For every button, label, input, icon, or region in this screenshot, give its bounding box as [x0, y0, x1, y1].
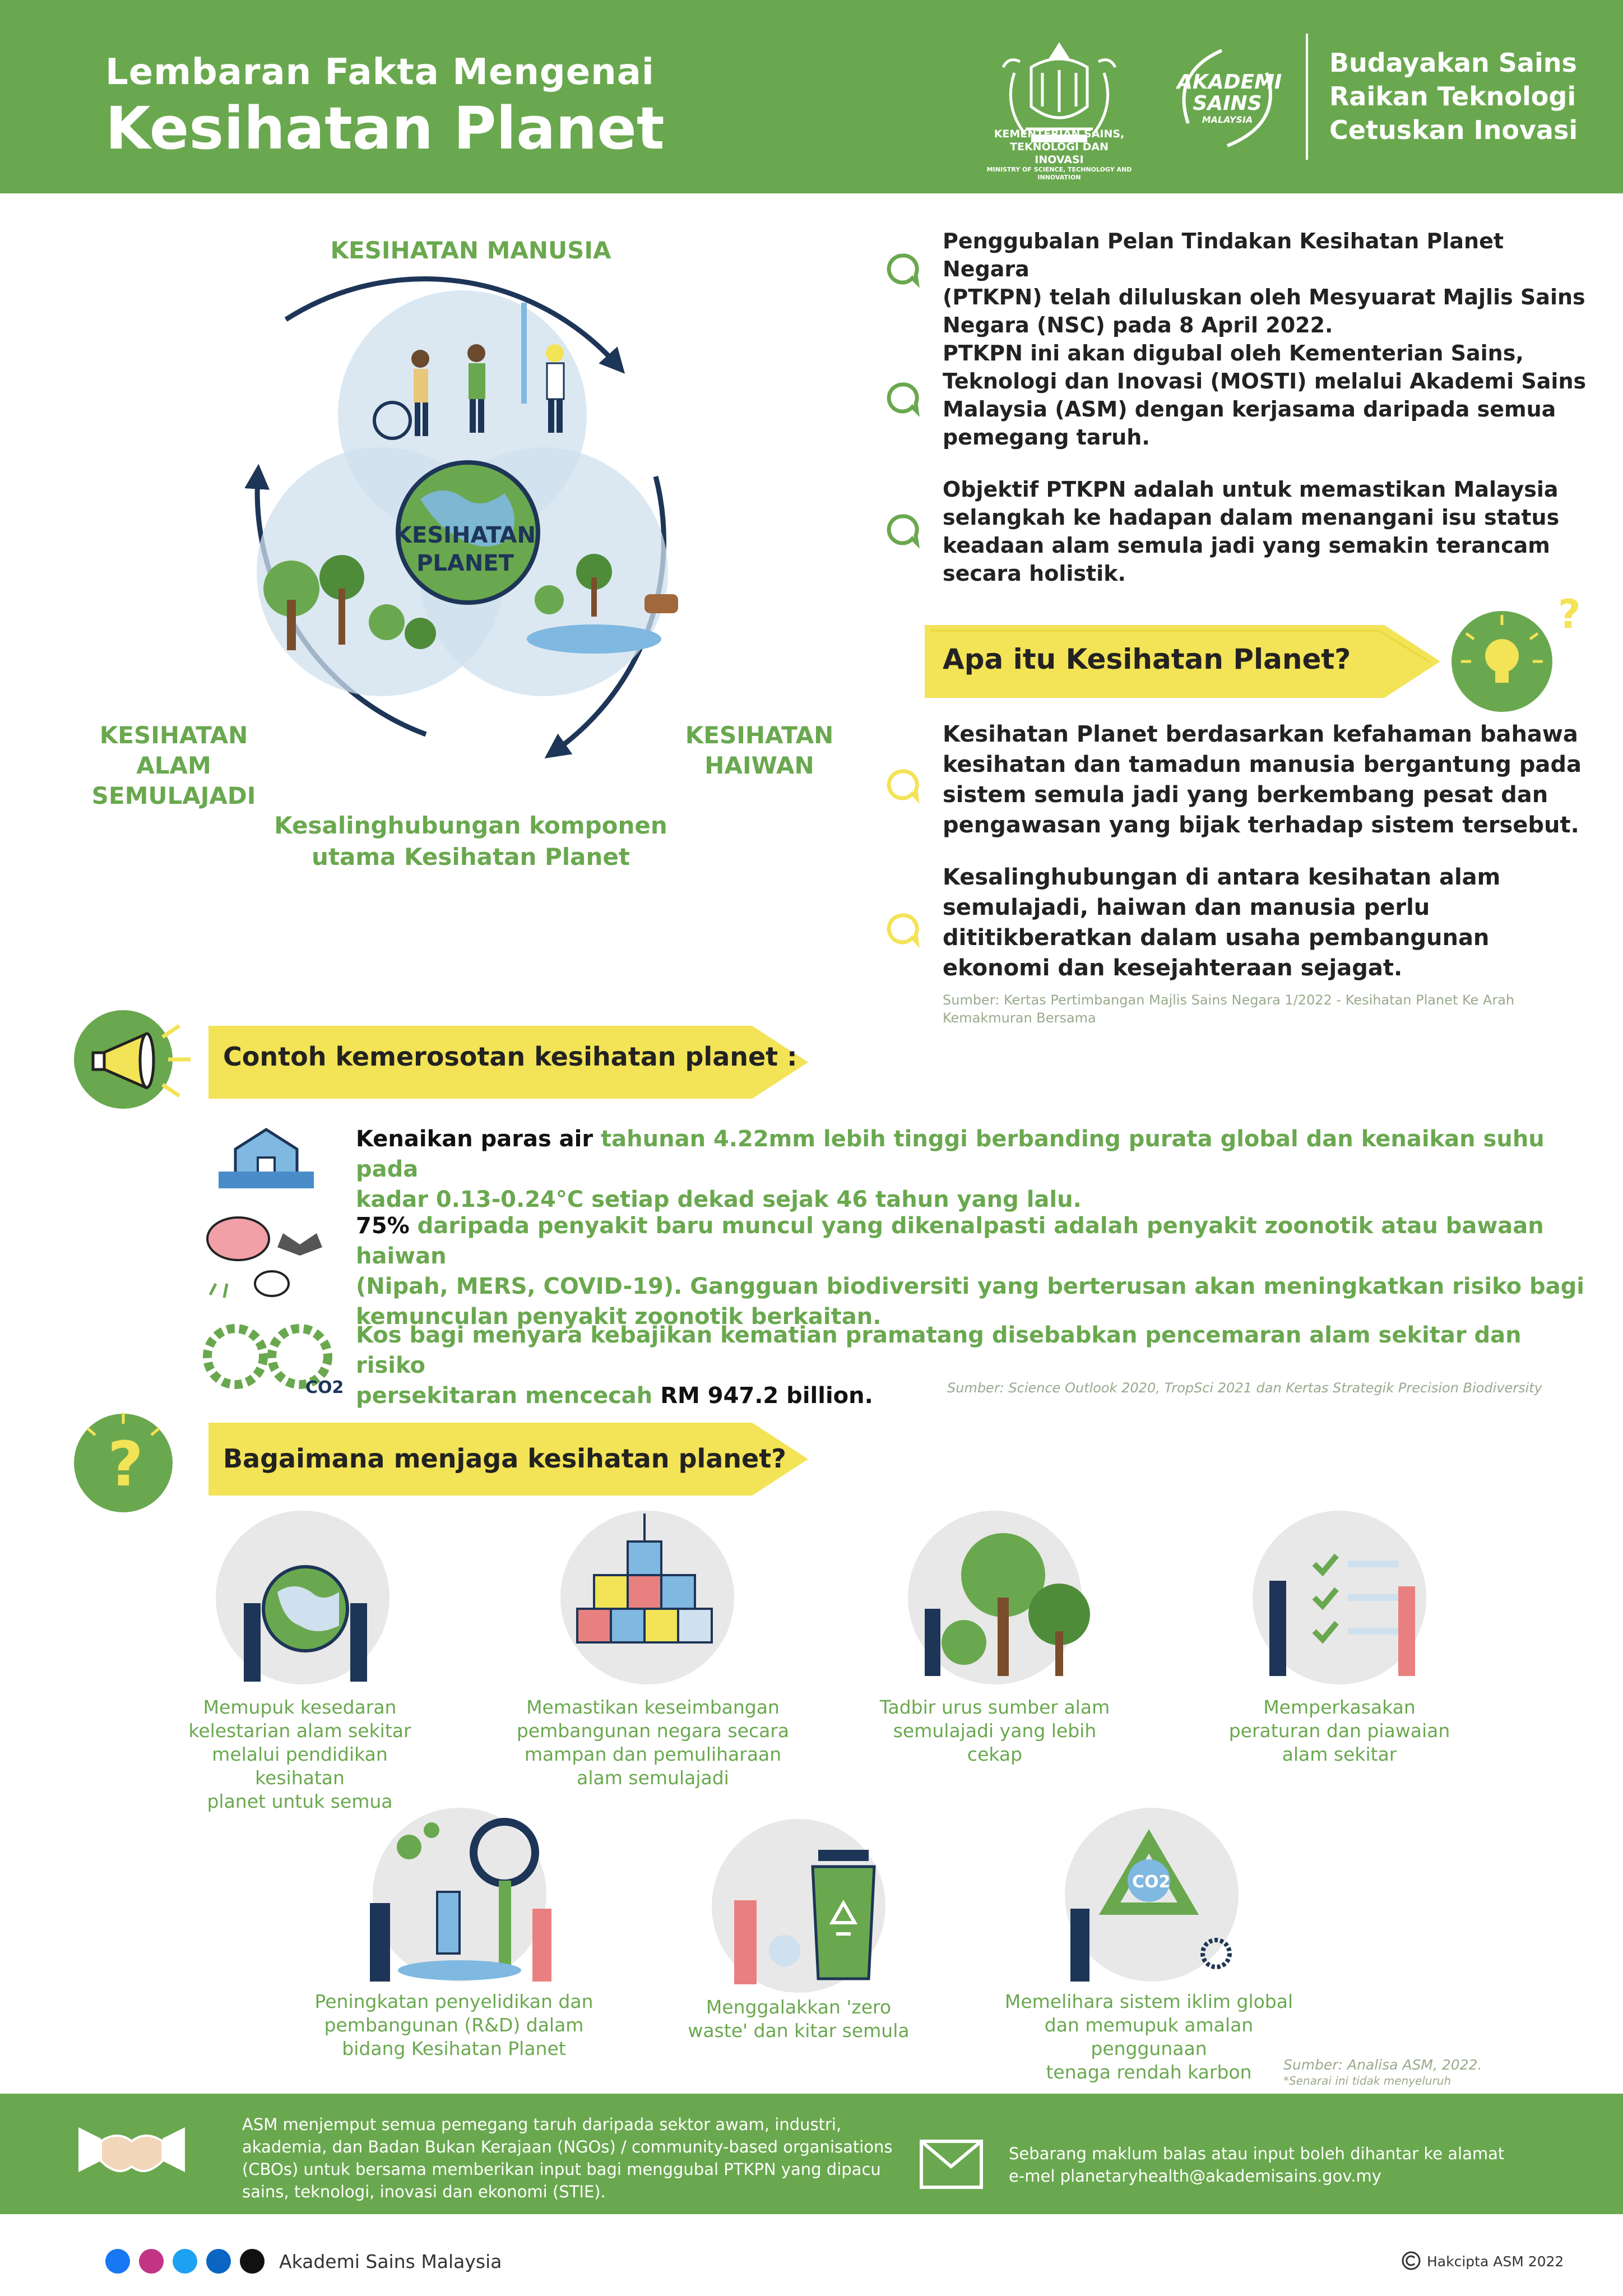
apa-itu-point-2: Kesalinghubungan di antara kesihatan alam semulajadi, haiwan dan manusia perlu dititikberatkan dalam usaha pembangunan ekonomi dan kesejahteraan sejagat.: [943, 864, 1501, 981]
action-label-6: Menggalakkan 'zero waste' dan kitar semula: [688, 1996, 910, 2042]
svg-text:CO2: CO2: [1132, 1872, 1171, 1892]
envelope-icon: [919, 2136, 984, 2192]
label-nature-health: KESIHATAN ALAM SEMULAJADI: [91, 721, 256, 809]
label-human-health: KESIHATAN MANUSIA: [330, 237, 611, 264]
trees-icon: [897, 1525, 1104, 1682]
action-label-2: Memastikan keseimbangan pembangunan negara secara mampan dan pemuliharaan alam semulajadi: [516, 1696, 790, 1789]
twitter-icon[interactable]: [173, 2249, 197, 2274]
copyright: Hakcipta ASM 2022: [1427, 2253, 1564, 2270]
instagram-icon[interactable]: [139, 2249, 164, 2274]
svg-text:?: ?: [1558, 591, 1581, 637]
ministry-name: KEMENTERIAN SAINS, TEKNOLOGI DAN INOVASI MINISTRY OF SCIENCE, TECHNOLOGY AND INNOVATION: [986, 128, 1132, 181]
megaphone-icon: [73, 1003, 202, 1110]
chat-bubble-icon: [885, 381, 919, 415]
flood-house-icon: [219, 1127, 314, 1188]
intro-point-3: Objektif PTKPN adalah untuk memastikan Malaysia selangkah ke hadapan dalam menangani isu status keadaan alam semula jadi yang semakin terancam secara holistik.: [943, 477, 1560, 586]
action-label-5: Peningkatan penyelidikan dan pembangunan (R&D) dalam bidang Kesihatan Planet: [314, 1991, 593, 2059]
intro-point-1: Penggubalan Pelan Tindakan Kesihatan Planet Negara (PTKPN) telah diluluskan oleh Mesyuarat Majlis Sains Negara (NSC) pada 8 April 2022.: [943, 229, 1585, 337]
contoh-item-3: Kos bagi menyara kebajikan kematian pramatang disebabkan pencemaran alam sekitar dan risiko persekitaran mencecah RM 947.2 billion.: [356, 1322, 1522, 1409]
svg-text:?: ?: [108, 1428, 143, 1500]
page-title-line2: Kesihatan Planet: [105, 94, 665, 163]
apa-itu-source: Sumber: Kertas Pertimbangan Majlis Sains Negara 1/2022 - Kesihatan Planet Ke Arah Kemakmuran Bersama: [943, 992, 1515, 1026]
asm-logo-text: AKADEMI SAINS MALAYSIA: [1177, 71, 1282, 125]
venn-caption: Kesalinghubungan komponen utama Kesihatan Planet: [274, 812, 667, 871]
label-animal-health: KESIHATAN HAIWAN: [685, 721, 834, 779]
label-planet-health: KESIHATAN PLANET: [395, 522, 536, 576]
chat-bubble-icon: [885, 252, 919, 286]
tiktok-icon[interactable]: [240, 2249, 265, 2274]
chat-bubble-icon: [885, 768, 919, 802]
apa-itu-point-1: Kesihatan Planet berdasarkan kefahaman bahawa kesihatan dan tamadun manusia bergantung pada sistem semula jadi yang berkembang pesat dan pengawasan yang bijak terhadap sistem tersebut.: [943, 721, 1582, 838]
apa-itu-title: Apa itu Kesihatan Planet?: [943, 643, 1351, 675]
money-co2-icon: [199, 1314, 344, 1399]
checklist-icon: [1253, 1530, 1437, 1687]
intro-point-2: PTKPN ini akan digubal oleh Kementerian Sains, Teknologi dan Inovasi (MOSTI) melalui Akademi Sains Malaysia (ASM) dengan kerjasama daripada semua pemegang taruh.: [943, 341, 1587, 450]
header-divider: [1306, 34, 1308, 160]
microscope-icon: [347, 1808, 572, 1987]
action-label-4: Memperkasakan peraturan dan piawaian alam sekitar: [1228, 1696, 1450, 1765]
linkedin-icon[interactable]: [206, 2249, 231, 2274]
recycle-bin-icon: [712, 1839, 897, 1990]
footer-contact: Sebarang maklum balas atau input boleh dihantar ke alamat e-mel planetaryhealth@akademisains.gov.my: [1009, 2144, 1505, 2186]
question-icon: [73, 1407, 185, 1513]
handshake-icon: [73, 2110, 191, 2195]
action-label-7: Memelihara sistem iklim global dan memupuk amalan penggunaan tenaga rendah karbon: [1004, 1991, 1293, 2083]
co2-recycle-icon: [1054, 1819, 1255, 1987]
header-slogan: Budayakan Sains Raikan Teknologi Cetuskan Inovasi: [1329, 48, 1578, 145]
chat-bubble-icon: [885, 912, 919, 946]
contoh-title: Contoh kemerosotan kesihatan planet :: [223, 1041, 797, 1072]
copyright-icon: [1401, 2251, 1421, 2271]
cube-blocks-icon: [555, 1513, 745, 1687]
page-title-line1: Lembaran Fakta Mengenai: [105, 52, 655, 93]
action-label-1: Memupuk kesedaran kelestarian alam sekitar melalui pendidikan kesihatan planet untuk semua: [188, 1696, 411, 1812]
bagaimana-source: Sumber: Analisa ASM, 2022. *Senarai ini tidak menyeluruh: [1283, 2057, 1482, 2087]
bagaimana-title: Bagaimana menjaga kesihatan planet?: [223, 1443, 786, 1474]
contoh-item-2: 75% daripada penyakit baru muncul yang dikenalpasti adalah penyakit zoonotik atau bawaan haiwan (Nipah, MERS, COVID-19). Gangguan biodiversiti yang berterusan akan meningkatkan risiko bagi kemunculan penyakit zoonotik berkaitan.: [356, 1213, 1585, 1330]
contoh-source: Sumber: Science Outlook 2020, TropSci 2021 dan Kertas Strategik Precision Biodiversity: [947, 1380, 1542, 1396]
footer-invite: ASM menjemput semua pemegang taruh daripada sektor awam, industri, akademia, dan Badan Bukan Kerajaan (NGOs) / community-based organisations (CBOs) untuk bersama memberikan input bagi menggubal PTKPN yang dipacu sains, teknologi, inovasi dan ekonomi (STIE).: [242, 2115, 893, 2201]
contoh-item-1: Kenaikan paras air tahunan 4.22mm lebih tinggi berbanding purata global dan kenaikan suhu pada kadar 0.13-0.24°C setiap dekad sejak 46 tahun yang lalu.: [356, 1126, 1545, 1212]
facebook-icon[interactable]: [105, 2249, 130, 2274]
org-name: Akademi Sains Malaysia: [279, 2251, 502, 2272]
lightbulb-icon: [1452, 589, 1586, 718]
globe-people-icon: [221, 1547, 389, 1687]
action-label-3: Tadbir urus sumber alam semulajadi yang lebih cekap: [879, 1696, 1110, 1765]
svg-text:CO2: CO2: [305, 1378, 344, 1397]
pig-bat-chicken-icon: [199, 1211, 339, 1306]
chat-bubble-icon: [885, 513, 919, 547]
